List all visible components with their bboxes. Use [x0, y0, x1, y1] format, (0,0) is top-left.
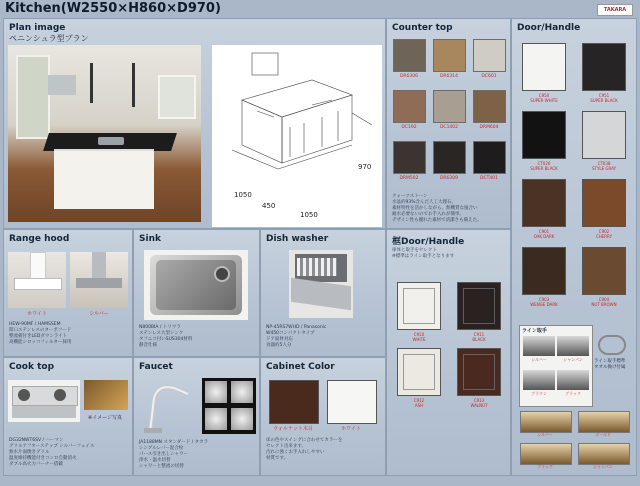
- dim-width-c: 1050: [300, 211, 318, 219]
- sink-desc: N800BIA / トリウラ ステンレス大型シンク タフニコ付いSUS304材料 静音仕様: [139, 325, 193, 348]
- line-handle-image: [557, 336, 589, 356]
- doorhandle-title: Door/Handle: [517, 23, 581, 33]
- door-swatch-label: C904 NUT BROWN: [591, 297, 617, 307]
- rangehood-silver-image: [70, 252, 128, 308]
- faucet-title: Faucet: [139, 362, 173, 372]
- rangehood-white-image: [8, 252, 66, 308]
- door-swatch-label: C901 OAK DARK: [533, 229, 555, 239]
- line-handle-label: ブラック: [565, 391, 581, 396]
- grilled-fish-image: [84, 380, 128, 410]
- frame-door-swatch-label: C911 BLACK: [472, 332, 486, 342]
- countertop-swatch-DC192: [393, 90, 426, 123]
- knob-label: ゴールド: [595, 432, 611, 437]
- countertop-swatch-DCT401: [473, 141, 506, 174]
- door-swatch-C951: [582, 43, 626, 91]
- cabinet-panel: [260, 357, 386, 476]
- frame-door-swatch-C913: [457, 348, 501, 396]
- frame-door-desc: 扉体と取手をセレクト ※標準はライン取手となります: [392, 248, 455, 259]
- sink-title: Sink: [139, 234, 161, 244]
- countertop-title: Counter top: [392, 23, 453, 33]
- frame-door-swatch-C911: [457, 282, 501, 330]
- door-swatch-C902: [582, 179, 626, 227]
- countertop-swatch-DC601: [473, 39, 506, 72]
- countertop-panel: [386, 18, 511, 229]
- door-swatch-C950: [522, 43, 566, 91]
- knob-image: [578, 411, 630, 433]
- frame-door-swatch-C910: [397, 282, 441, 330]
- countertop-swatch-label: DC1402: [439, 125, 459, 130]
- faucet-desc: JA1188MN スタンダード / タカラ シングルレバー混合栓 パース引き出しシャワー 浄水・温水切替 シャワーと整流の切替: [139, 440, 209, 469]
- door-swatch-label: C951 SUPER BLACK: [590, 93, 618, 103]
- rangehood-title: Range hood: [9, 234, 70, 244]
- dishwasher-panel: [260, 229, 386, 357]
- line-handle-label: ブラウン: [531, 391, 547, 396]
- door-swatch-label: CT038 STYLE GRAY: [591, 161, 617, 171]
- cooktop-panel: [3, 357, 133, 476]
- frame-door-panel: [386, 229, 511, 476]
- faucet-detail-images: [202, 378, 256, 434]
- countertop-swatch-label: DC192: [401, 125, 417, 130]
- doorhandle-panel: [511, 18, 637, 476]
- dishwasher-title: Dish washer: [266, 234, 329, 244]
- countertop-swatch-label: DR6306: [399, 74, 419, 79]
- kitchen-line-drawing: [212, 45, 382, 227]
- line-handle-label: シャンパン: [563, 357, 583, 362]
- door-swatch-label: C903 WENGE DARK: [530, 297, 558, 307]
- countertop-swatch-label: DRM604: [479, 125, 499, 130]
- line-handle-note: ライン取手標準 タオル換け付属: [594, 359, 626, 370]
- line-handle-image: [523, 336, 555, 356]
- rangehood-silver-label: シルバー: [89, 311, 109, 317]
- countertop-swatch-DC1402: [433, 90, 466, 123]
- knob-label: ブラック: [537, 464, 553, 469]
- plan-title: Plan image: [9, 23, 66, 33]
- door-swatch-label: CT020 SUPER BLACK: [530, 161, 558, 171]
- brand-logo: TAKARA: [597, 4, 633, 16]
- countertop-swatch-DRM502: [393, 141, 426, 174]
- cooktop-note: ※イメージ写真: [88, 415, 123, 421]
- countertop-swatch-label: DC601: [481, 74, 497, 79]
- knob-label: シャンパン: [593, 464, 613, 469]
- cooktop-desc: DG32NWT6SV / ハーマン グリルアフターステップ シルバーフェイス 無水片面焼きグリル 温度維持機能付きコンロ自動消火 ダブル高火力バーナー搭載: [9, 438, 95, 467]
- line-handle-image: [523, 370, 555, 390]
- cabinet-desc: 床の色やスイングに合わせてカラーを セレクト出来ます。 汚れに強くお手入れしやすい 材質です。: [266, 438, 343, 461]
- countertop-swatch-label: DCT401: [480, 176, 498, 181]
- knob-image: [578, 443, 630, 465]
- knob-image: [520, 443, 572, 465]
- dim-width-b: 450: [262, 202, 276, 210]
- cabinet-walnut-label: ウォルナット木目: [273, 426, 313, 432]
- door-swatch-C903: [522, 247, 566, 295]
- cabinet-white-label: ホワイト: [341, 426, 361, 432]
- countertop-swatch-DR6306: [393, 39, 426, 72]
- door-swatch-label: C902 CHERRY: [595, 229, 613, 239]
- cabinet-white-swatch: [327, 380, 377, 424]
- countertop-swatch-label: DRM502: [399, 176, 419, 181]
- line-handle-image: [557, 370, 589, 390]
- countertop-swatch-DR6314: [433, 39, 466, 72]
- countertop-swatch-label: DR6309: [439, 176, 459, 181]
- towel-bar-icon: [598, 335, 626, 355]
- countertop-swatch-DR6309: [433, 141, 466, 174]
- frame-door-swatch-label: C912 ASH: [413, 398, 425, 408]
- countertop-swatch-label: DR6314: [439, 74, 459, 79]
- frame-door-swatch-label: C910 WHITE: [412, 332, 426, 342]
- dishwasher-image: [289, 250, 353, 318]
- knob-image: [520, 411, 572, 433]
- dim-depth: 970: [358, 163, 372, 171]
- rangehood-white-label: ホワイト: [27, 311, 47, 317]
- door-swatch-CT020: [522, 111, 566, 159]
- line-handle-label: シルバー: [531, 357, 547, 362]
- frame-door-swatch-C912: [397, 348, 441, 396]
- cabinet-title: Cabinet Color: [266, 362, 335, 372]
- plan-subtitle: ペニンシュラ型プラン: [9, 34, 89, 43]
- dishwasher-desc: NP-45RS7WHD / Panasonic W450コンパクトタイプ ドア面材対応 食器約5人分: [266, 325, 327, 348]
- line-handle-box: [519, 325, 593, 407]
- cooktop-image: [8, 380, 80, 422]
- cooktop-title: Cook top: [9, 362, 55, 372]
- sink-panel: [133, 229, 260, 357]
- dim-width-a: 1050: [234, 191, 252, 199]
- door-swatch-C901: [522, 179, 566, 227]
- rangehood-panel: [3, 229, 133, 357]
- frame-door-title: 框Door/Handle: [392, 237, 465, 247]
- door-swatch-CT038: [582, 111, 626, 159]
- frame-door-swatch-label: C913 WALNUT: [470, 398, 488, 408]
- door-swatch-C904: [582, 247, 626, 295]
- door-swatch-label: C950 SUPER WHITE: [530, 93, 558, 103]
- sink-image: [144, 250, 248, 320]
- countertop-desc: クォーツストーン 水晶約93%含んだ人工大理石。 素材特性を活かしながら、無機質な風合い 耐水必要ないのでお手入れが簡単。 デザイン性も優れた素材で清潔さも備えた。: [392, 194, 482, 223]
- cabinet-walnut-swatch: [269, 380, 319, 424]
- kitchen-photo: [8, 45, 201, 222]
- faucet-image: [140, 378, 198, 434]
- rangehood-desc: HEW-90MF / HAMSSEM 間口ステンレスのターボフード 整流板付きLEDダウンライト 高機能シロッコフィルター採用: [9, 322, 72, 345]
- plan-panel: [3, 18, 386, 229]
- line-handle-title: ライン取手: [522, 328, 547, 334]
- faucet-panel: [133, 357, 260, 476]
- page-title: Kitchen(W2550×H860×D970): [5, 1, 221, 16]
- countertop-swatch-DRM604: [473, 90, 506, 123]
- knob-label: シルバー: [537, 432, 553, 437]
